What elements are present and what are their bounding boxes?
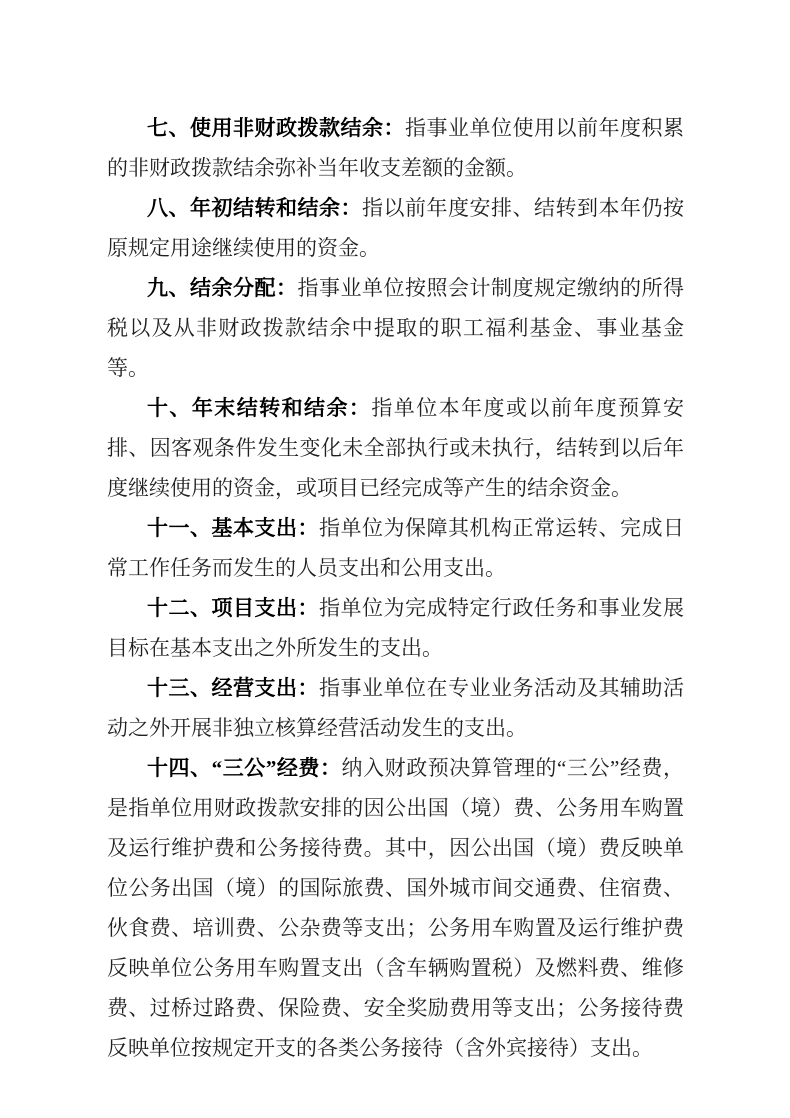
definition-paragraph <box>107 108 684 188</box>
definition-text: 指事业单位按照会计制度规定缴纳的所得税以及从非财政拨款结余中提取的职工福利基金、事业基金等。 <box>107 276 684 380</box>
term-label: 十三、经营支出： <box>147 676 319 700</box>
term-label: 七、使用非财政拨款结余： <box>147 116 405 140</box>
definition-text: 指单位为完成特定行政任务和事业发展目标在基本支出之外所发生的支出。 <box>107 596 684 660</box>
definition-paragraph <box>107 388 684 508</box>
definition-paragraph <box>107 268 684 388</box>
term-label: 十二、项目支出： <box>147 596 319 620</box>
definition-text: 纳入财政预决算管理的“三公”经费，是指单位用财政拨款安排的因公出国（境）费、公务用车购置及运行维护费和公务接待费。其中，因公出国（境）费反映单位公务出国（境）的国际旅费、国外城市间交通费、住宿费、伙食费、培训费、公杂费等支出；公务用车购置及运行维护费反映单位公务用车购置支出（含车辆购置税）及燃料费、维修费、过桥过路费、保险费、安全奖励费用等支出；公务接待费反映单位按规定开支的各类公务接待（含外宾接待）支出。 <box>107 756 685 1060</box>
document-body <box>107 108 684 1068</box>
term-label: 八、年初结转和结余： <box>147 196 362 220</box>
definition-text: 指事业单位使用以前年度积累的非财政拨款结余弥补当年收支差额的金额。 <box>107 116 684 180</box>
term-label: 九、结余分配： <box>147 276 298 300</box>
definition-paragraph <box>107 748 684 1068</box>
definition-text: 指单位本年度或以前年度预算安排、因客观条件发生变化未全部执行或未执行，结转到以后年度继续使用的资金，或项目已经完成等产生的结余资金。 <box>107 396 685 500</box>
term-label: 十四、“三公”经费： <box>147 756 342 780</box>
definition-paragraph <box>107 588 684 668</box>
definition-paragraph <box>107 188 684 268</box>
term-label: 十、年末结转和结余： <box>147 396 372 420</box>
definition-text: 指单位为保障其机构正常运转、完成日常工作任务而发生的人员支出和公用支出。 <box>107 516 684 580</box>
definition-paragraph <box>107 508 684 588</box>
definition-text: 指以前年度安排、结转到本年仍按原规定用途继续使用的资金。 <box>107 196 684 260</box>
definition-paragraph <box>107 668 684 748</box>
definition-text: 指事业单位在专业业务活动及其辅助活动之外开展非独立核算经营活动发生的支出。 <box>107 676 684 740</box>
term-label: 十一、基本支出： <box>147 516 319 540</box>
